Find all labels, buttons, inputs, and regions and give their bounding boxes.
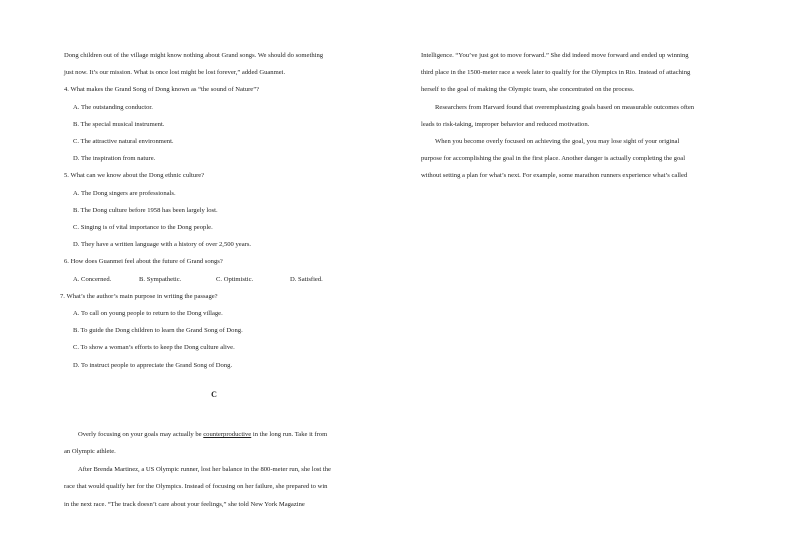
passage-c-paragraph-1	[64, 426, 376, 461]
right-p1-line-1: Intelligence. “You’ve just got to move forward.” She did indeed move forward and ended up winning	[421, 52, 689, 59]
question-6-option-c[interactable]: C. Optimistic.	[216, 275, 254, 283]
right-p2-line-1: Researchers from Harvard found that overemphasizing goals based on measurable outcomes often	[435, 103, 695, 111]
question-6-option-a[interactable]: A. Concerned.	[73, 275, 112, 283]
question-7-stem: 7. What’s the author’s main purpose in writing the passage?	[60, 292, 218, 300]
passage-c	[64, 426, 376, 513]
right-p2-line-2: leads to risk-taking, improper behavior and reduced motivation.	[421, 120, 590, 128]
question-5-option-b[interactable]: B. The Dong culture before 1958 has been largely lost.	[73, 206, 218, 214]
passage-c-p2-line-1: After Brenda Martinez, a US Olympic runner, lost her balance in the 800-meter run, she lost the	[78, 465, 331, 473]
right-paragraph-3	[421, 133, 736, 185]
right-column	[421, 47, 736, 185]
question-7-option-a[interactable]: A. To call on young people to return to the Dong village.	[73, 310, 223, 318]
question-4-option-d[interactable]: D. The inspiration from nature.	[73, 155, 156, 163]
intro-line-2: just now. It’s our mission. What is once lost might be lost forever,” added Guanmei.	[64, 69, 286, 77]
question-5	[64, 167, 376, 253]
right-p3-line-3: without setting a plan for what’s next. For example, some marathon runners experience what’s called	[421, 172, 688, 180]
question-7-option-c[interactable]: C. To show a woman’s efforts to keep the Dong culture alive.	[73, 344, 235, 352]
question-5-option-a[interactable]: A. The Dong singers are professionals.	[73, 189, 176, 197]
right-p1-line-2: third place in the 1500-meter race a week later to qualify for the Olympics in Rio. Instead of attaching	[421, 69, 691, 77]
passage-c-p1-line-2: an Olympic athlete.	[64, 448, 116, 456]
passage-b-ending	[64, 47, 376, 81]
question-4-option-a[interactable]: A. The outstanding conductor.	[73, 103, 153, 111]
question-4-option-b[interactable]: B. The special musical instrument.	[73, 120, 165, 128]
section-letter-c: C	[211, 390, 217, 399]
question-7-option-d[interactable]: D. To instruct people to appreciate the Grand Song of Dong.	[73, 361, 233, 369]
right-p3-line-1: When you become overly focused on achieving the goal, you may lose sight of your original	[435, 138, 680, 146]
left-column	[60, 47, 376, 374]
passage-c-p2-line-2: race that would qualify her for the Olympics. Instead of focusing on her failure, she prepared to win	[64, 483, 328, 491]
right-paragraph-2	[421, 99, 736, 133]
intro-line-1: Dong children out of the village might know nothing about Grand songs. We should do something	[64, 52, 324, 59]
question-4-stem: 4. What makes the Grand Song of Dong known as “the sound of Nature”?	[64, 86, 260, 94]
right-paragraph-1	[421, 47, 736, 99]
question-6	[64, 253, 376, 287]
passage-c-p2-line-3: in the next race. “The track doesn’t care about your feelings,” she told New York Magazine	[64, 500, 305, 508]
passage-c-p1-text-b: in the long run. Take it from	[251, 431, 328, 438]
question-4-option-c[interactable]: C. The attractive natural environment.	[73, 138, 174, 146]
question-4	[64, 81, 376, 167]
right-p3-line-2: purpose for accomplishing the goal in the first place. Another danger is actually completing the goal	[421, 155, 686, 163]
question-5-option-d[interactable]: D. They have a written language with a history of over 2,500 years.	[73, 241, 252, 249]
passage-c-p1-text-a: Overly focusing on your goals may actually be	[78, 431, 204, 438]
question-6-option-b[interactable]: B. Sympathetic.	[139, 275, 182, 283]
question-6-options	[64, 271, 376, 288]
question-7-option-b[interactable]: B. To guide the Dong children to learn the Grand Song of Dong.	[73, 327, 243, 335]
question-5-stem: 5. What can we know about the Dong ethnic culture?	[64, 172, 205, 180]
question-5-option-c[interactable]: C. Singing is of vital importance to the Dong people.	[73, 224, 213, 232]
underlined-word: counterproductive	[203, 431, 252, 438]
question-6-stem: 6. How does Guanmei feel about the future of Grand songs?	[64, 258, 223, 266]
question-6-option-d[interactable]: D. Satisfied.	[290, 275, 323, 283]
passage-c-paragraph-2	[64, 461, 376, 513]
question-7	[60, 288, 376, 374]
right-p1-line-3: herself to the goal of making the Olympic team, she concentrated on the process.	[421, 86, 635, 94]
